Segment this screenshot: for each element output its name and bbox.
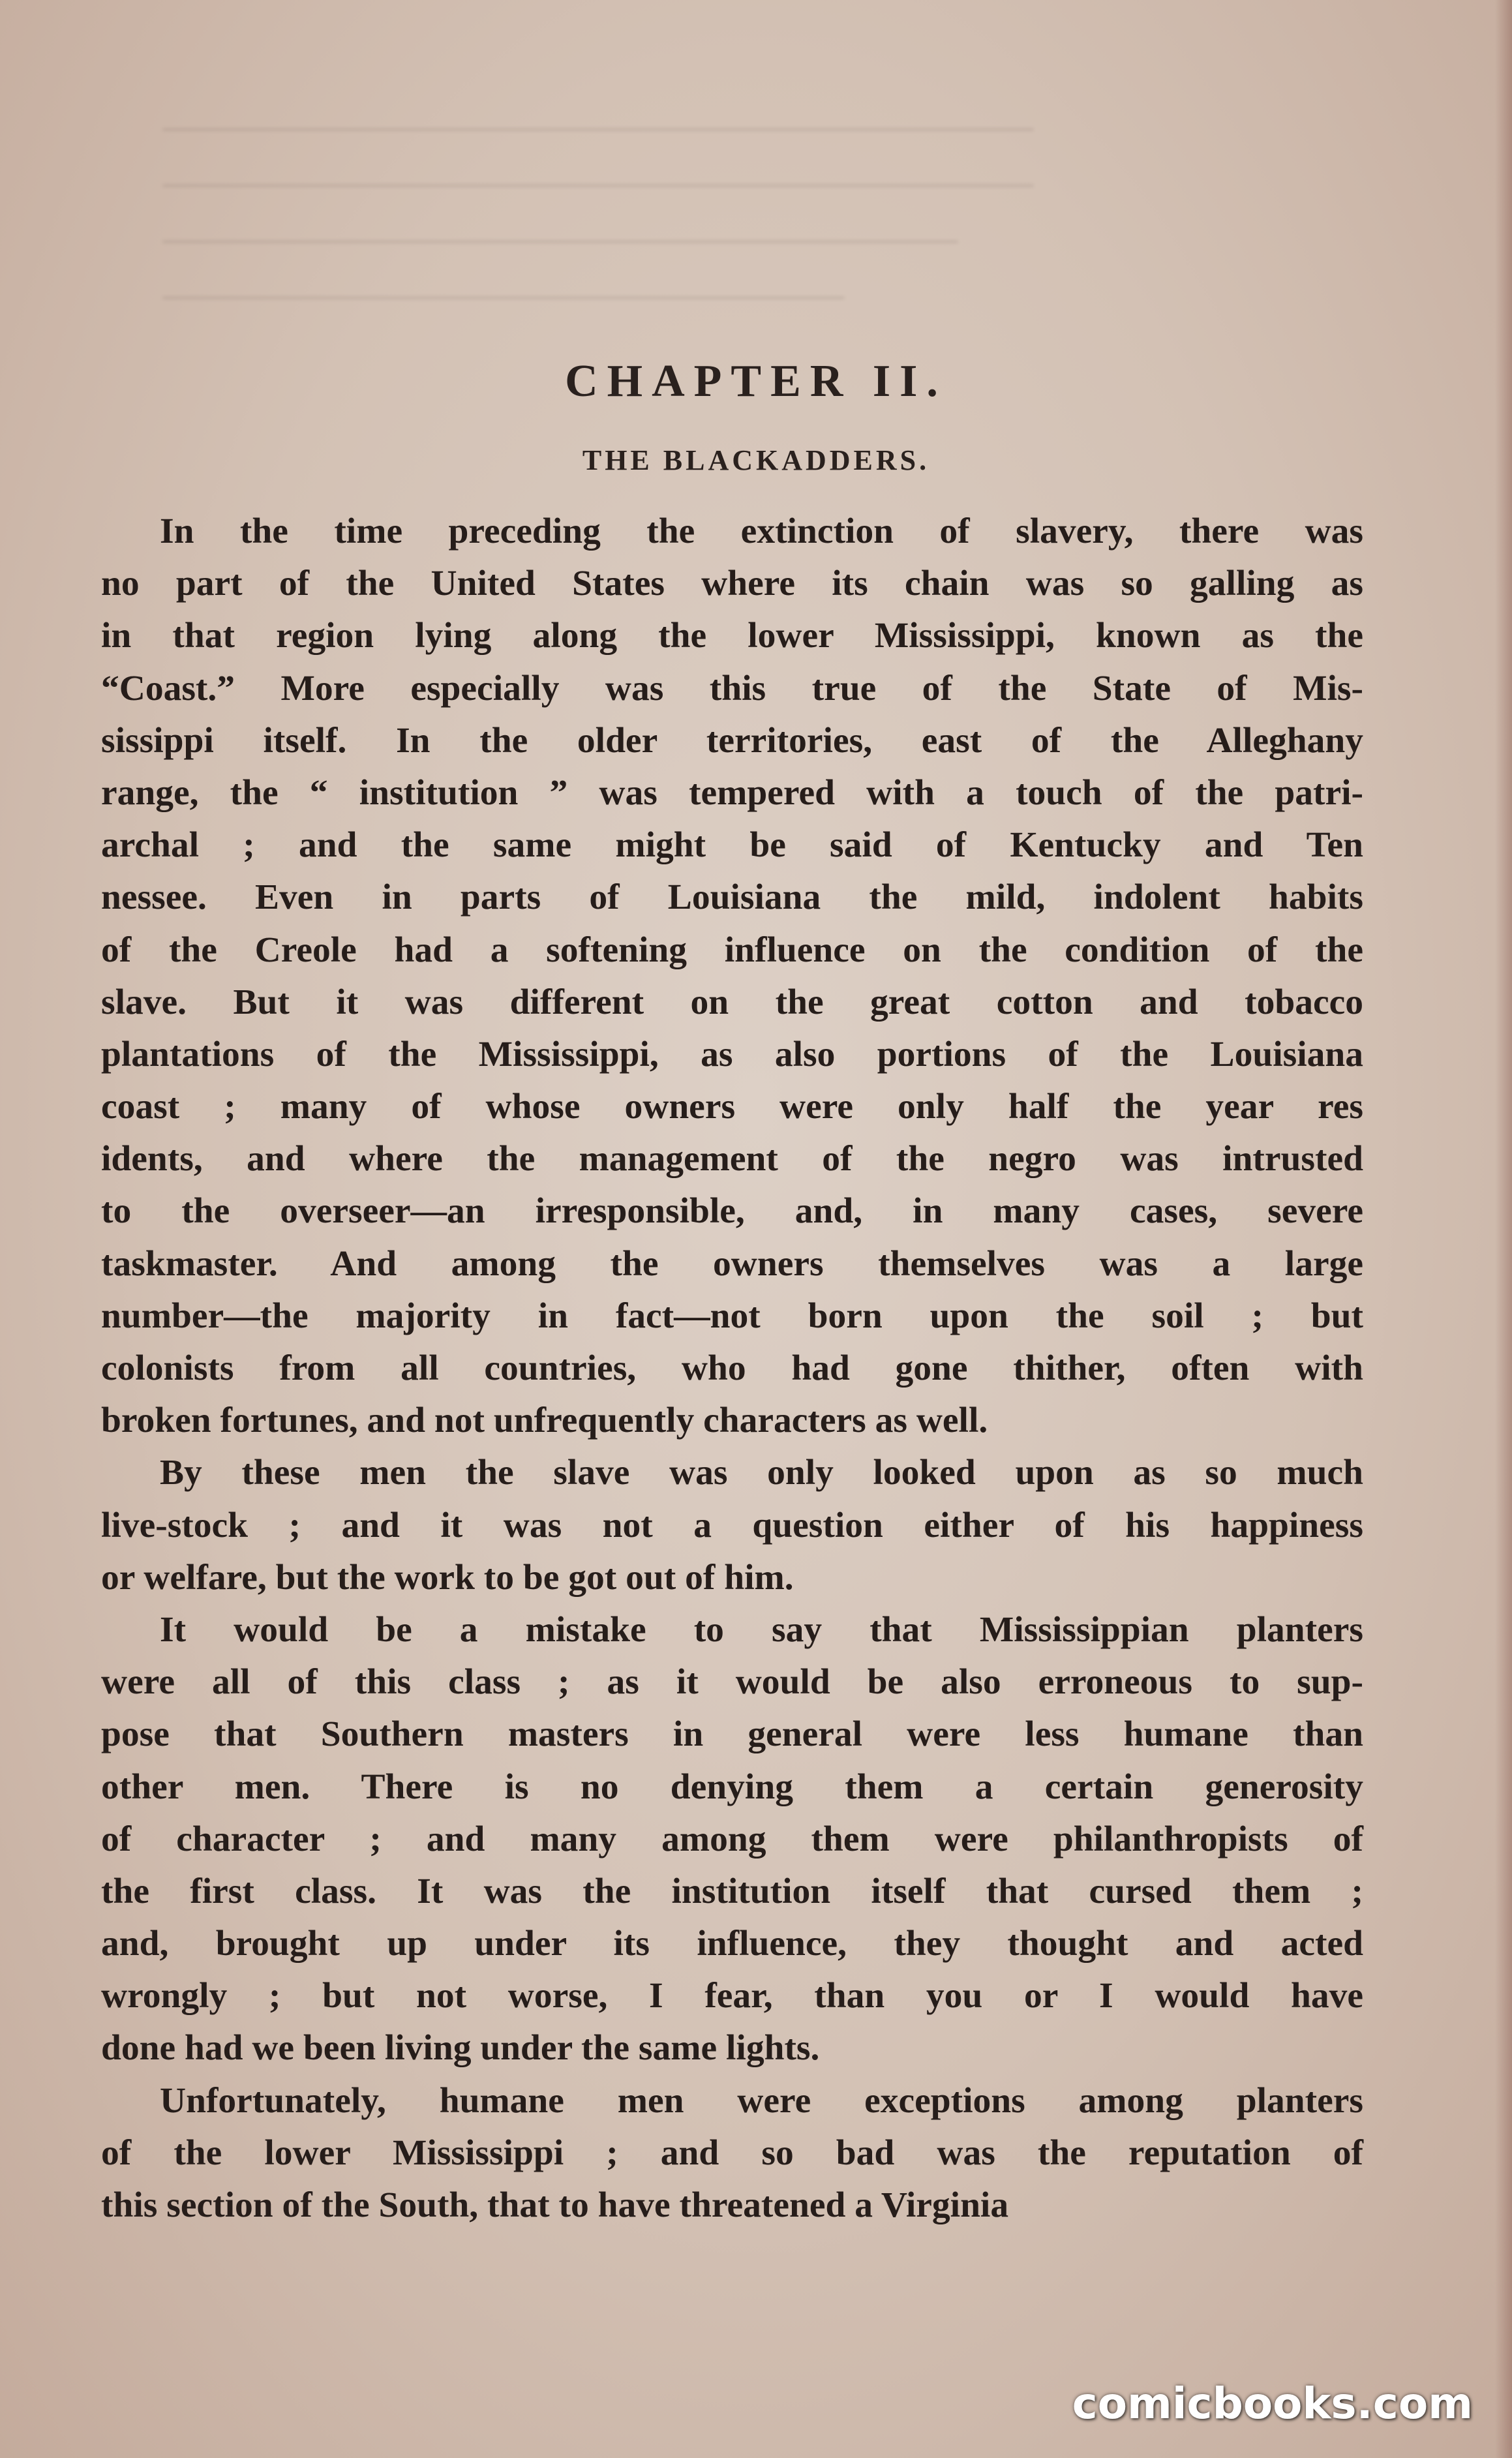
paragraph (101, 1604, 1363, 2075)
bleed-through-text: ——————————————————————— ——————————————————————— ————————————————————— —————————————————— (163, 104, 1033, 315)
watermark: comicbooks.com (1072, 2378, 1473, 2429)
paragraph (101, 1447, 1363, 1604)
text-line: the first class. It was the institution itself that cursed them ; (101, 1871, 1363, 1911)
text-line: pose that Southern masters in general were less humane than (101, 1714, 1363, 1755)
text-line: of character ; and many among them were philanthropists of (101, 1819, 1363, 1859)
text-line: “Coast.” More especially was this true of the State of Mis- (101, 668, 1363, 708)
text-line: this section of the South, that to have threatened a Virginia (101, 2185, 1009, 2225)
text-line: done had we been living under the same lights. (101, 2028, 820, 2069)
text-line: wrongly ; but not worse, I fear, than you or I would have (101, 1976, 1363, 2016)
text-line: of the lower Mississippi ; and so bad was the reputation of (101, 2132, 1363, 2173)
text-line: number—the majority in fact—not born upon the soil ; but (101, 1296, 1363, 1336)
text-line: or welfare, but the work to be got out of him. (101, 1557, 794, 1598)
text-line: of the Creole had a softening influence on the condition of the (101, 930, 1363, 970)
text-line: in that region lying along the lower Mississippi, known as the (101, 616, 1363, 656)
text-line: Unfortunately, humane men were exceptions among planters (160, 2080, 1363, 2121)
text-line: no part of the United States where its chain was so galling as (101, 564, 1363, 604)
text-line: sissippi itself. In the older territories, east of the Alleghany (101, 720, 1363, 761)
text-line: range, the “ institution ” was tempered with a touch of the patri- (101, 772, 1363, 813)
text-line: broken fortunes, and not unfrequently characters as well. (101, 1401, 988, 1441)
text-line: and, brought up under its influence, they thought and acted (101, 1924, 1363, 1964)
paragraph (101, 506, 1363, 1447)
chapter-subtitle: THE BLACKADDERS. (582, 444, 930, 476)
text-line: taskmaster. And among the owners themselves was a large (101, 1243, 1363, 1284)
text-line: to the overseer—an irresponsible, and, in many cases, severe (101, 1191, 1363, 1232)
text-line: coast ; many of whose owners were only half the year res (101, 1087, 1363, 1127)
text-line: were all of this class ; as it would be also erroneous to sup- (101, 1662, 1363, 1703)
text-line: idents, and where the management of the negro was intrusted (101, 1139, 1363, 1179)
paragraph (101, 2075, 1363, 2232)
text-line: plantations of the Mississippi, as also portions of the Louisiana (101, 1034, 1363, 1074)
text-line: slave. But it was different on the great cotton and tobacco (101, 982, 1363, 1022)
text-line: By these men the slave was only looked upon as so much (160, 1453, 1363, 1493)
text-line: live-stock ; and it was not a question either of his happiness (101, 1505, 1363, 1545)
text-line: colonists from all countries, who had gone thither, often with (101, 1348, 1363, 1388)
text-line: nessee. Even in parts of Louisiana the mild, indolent habits (101, 877, 1363, 918)
text-line: archal ; and the same might be said of Kentucky and Ten (101, 825, 1363, 866)
chapter-body (101, 506, 1363, 2232)
chapter-title: CHAPTER II. (565, 356, 947, 406)
text-line: It would be a mistake to say that Mississippian planters (160, 1609, 1363, 1650)
text-line: In the time preceding the extinction of slavery, there was (160, 511, 1363, 551)
text-line: other men. There is no denying them a certain generosity (101, 1767, 1363, 1807)
